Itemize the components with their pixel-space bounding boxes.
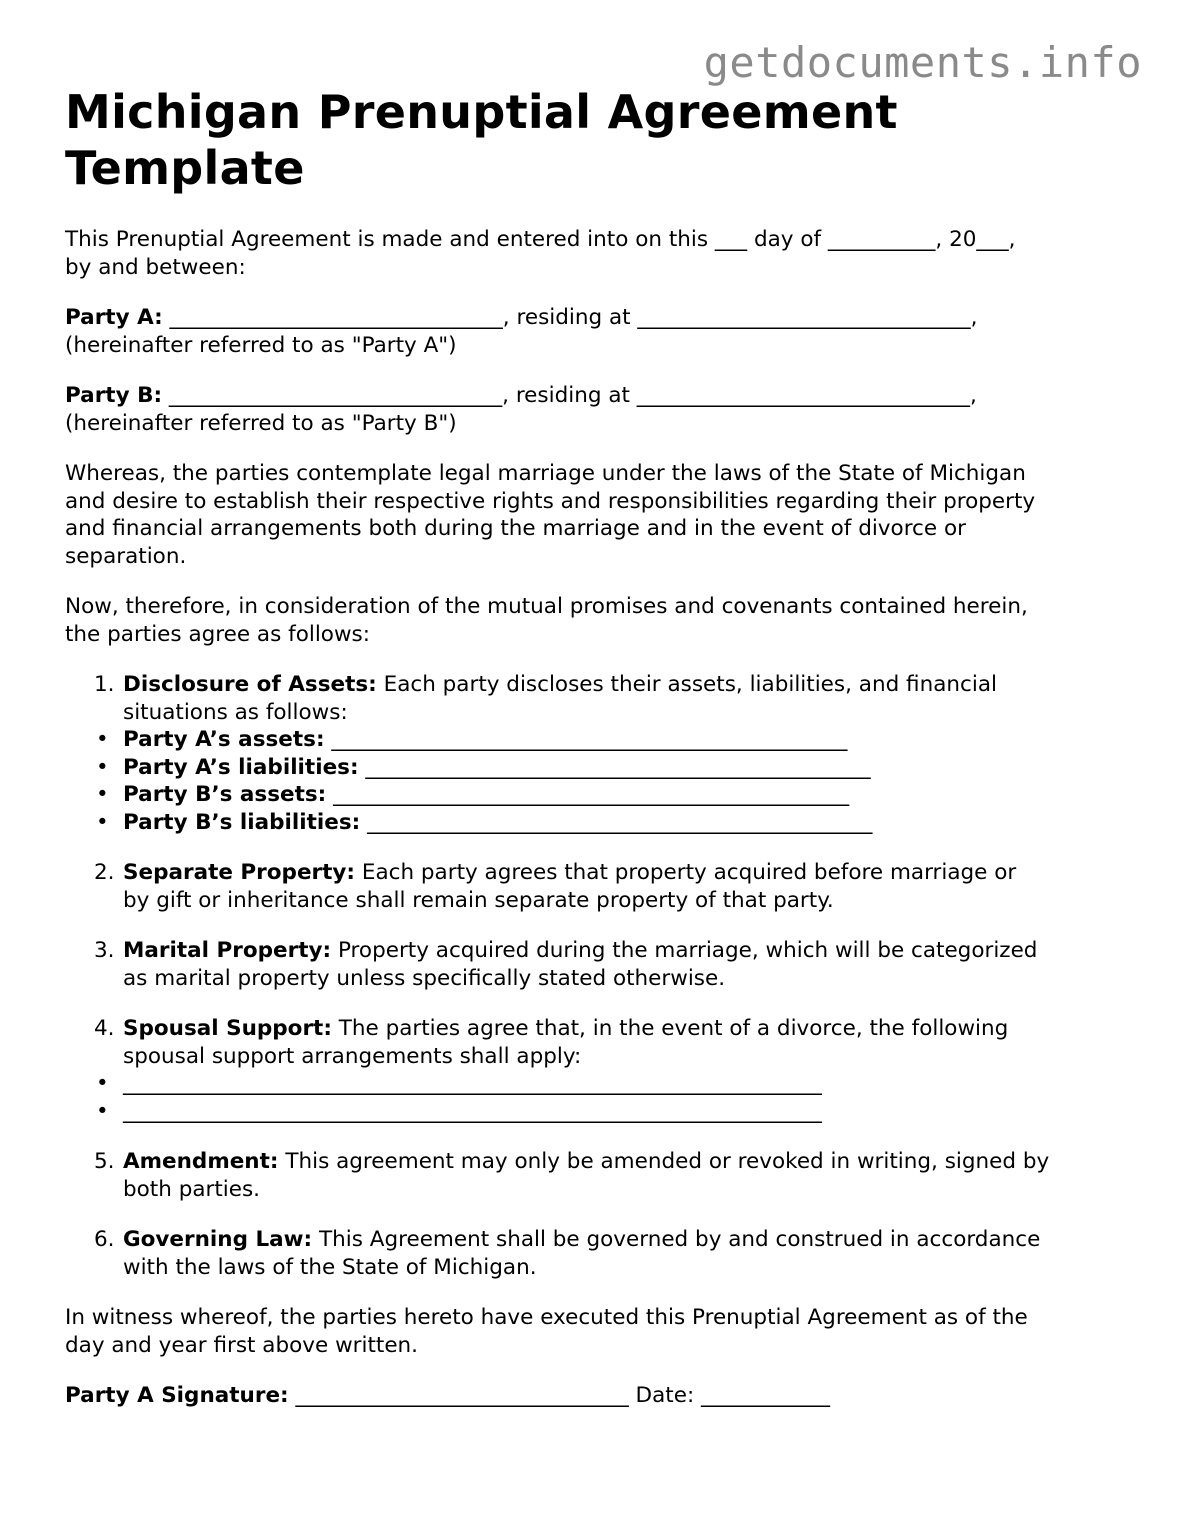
list-item <box>65 726 1125 754</box>
clause-1 <box>65 671 1125 726</box>
whereas-line-3: and financial arrangements both during the marriage and in the event of divorce or <box>65 516 966 541</box>
list-item <box>65 781 1125 809</box>
witness-line-2: day and year first above written. <box>65 1332 419 1358</box>
support-list <box>65 1070 1125 1125</box>
whereas-line-4: separation. <box>65 543 187 569</box>
clause-number: 3. <box>94 938 115 963</box>
party-b-label: Party B: <box>65 383 163 408</box>
clause-heading: Amendment: <box>123 1149 279 1174</box>
clause-2 <box>65 859 1125 914</box>
party-a-blanks: _______________________________, residing at _______________________________, <box>162 305 978 330</box>
list-item <box>65 1098 1125 1126</box>
list-item <box>65 1070 1125 1098</box>
whereas-line-1: Whereas, the parties contemplate legal marriage under the laws of the State of Michigan <box>65 461 1026 486</box>
clause-text: spousal support arrangements shall apply: <box>123 1043 582 1069</box>
now-therefore-paragraph <box>65 593 1125 648</box>
disclosure-label: Party B’s liabilities: <box>123 809 361 835</box>
clause-number: 1. <box>94 672 115 697</box>
witness-paragraph <box>65 1304 1125 1359</box>
support-blank[interactable]: _________________________________________________________________ <box>123 1071 822 1096</box>
bullet-icon: • <box>96 754 109 780</box>
whereas-paragraph <box>65 460 1125 570</box>
clause-text: with the laws of the State of Michigan. <box>123 1254 537 1280</box>
party-a-label: Party A: <box>65 305 163 330</box>
bullet-icon: • <box>96 727 109 752</box>
disclosure-blank[interactable]: _______________________________________________ <box>358 754 871 780</box>
party-b-paragraph <box>65 382 1125 437</box>
date-blank[interactable]: ____________ <box>694 1383 831 1408</box>
party-b-blanks: _______________________________, residing at _______________________________, <box>162 383 977 408</box>
disclosure-blank[interactable]: ________________________________________________ <box>326 782 850 807</box>
clause-number: 2. <box>94 860 115 885</box>
clause-number: 5. <box>94 1149 115 1174</box>
signature-blank[interactable]: _______________________________ <box>288 1383 629 1408</box>
list-item <box>65 809 1125 837</box>
clause-heading: Spousal Support: <box>123 1016 332 1041</box>
clause-text: This agreement may only be amended or revoked in writing, signed by <box>278 1149 1050 1174</box>
party-a-paragraph <box>65 304 1125 359</box>
witness-line-1: In witness whereof, the parties hereto have executed this Prenuptial Agreement as of the <box>65 1305 1028 1330</box>
clause-text: Each party discloses their assets, liabilities, and financial <box>376 672 997 697</box>
watermark: getdocuments.info <box>703 38 1142 87</box>
signature-label: Party A Signature: <box>65 1383 289 1408</box>
clause-text: The parties agree that, in the event of a divorce, the following <box>331 1016 1009 1041</box>
clause-5 <box>65 1148 1125 1203</box>
disclosure-label: Party A’s assets: <box>123 727 325 752</box>
clause-3 <box>65 937 1125 992</box>
clause-heading: Separate Property: <box>123 860 356 885</box>
disclosure-label: Party A’s liabilities: <box>123 754 359 780</box>
bullet-icon: • <box>96 782 109 807</box>
clause-heading: Governing Law: <box>123 1227 313 1252</box>
signature-line-party-a <box>65 1382 1125 1410</box>
intro-line-1: This Prenuptial Agreement is made and entered into on this ___ day of __________, 20___, <box>65 227 1016 252</box>
intro-paragraph <box>65 226 1125 281</box>
party-b-note: (hereinafter referred to as "Party B") <box>65 410 457 436</box>
clause-text: Property acquired during the marriage, which will be categorized <box>331 938 1038 963</box>
clause-text: situations as follows: <box>123 699 348 725</box>
date-label: Date: <box>628 1383 695 1408</box>
support-blank[interactable]: _________________________________________________________________ <box>123 1098 822 1124</box>
page-title: Michigan Prenuptial Agreement Template <box>65 85 898 195</box>
clause-heading: Marital Property: <box>123 938 332 963</box>
bullet-icon: • <box>96 1098 109 1124</box>
disclosure-list <box>65 726 1125 836</box>
disclosure-blank[interactable]: ________________________________________________ <box>324 727 848 752</box>
party-a-note: (hereinafter referred to as "Party A") <box>65 332 457 358</box>
clause-text: This Agreement shall be governed by and construed in accordance <box>312 1227 1041 1252</box>
bullet-icon: • <box>96 809 109 835</box>
now-therefore-line-2: the parties agree as follows: <box>65 621 370 647</box>
disclosure-blank[interactable]: _______________________________________________ <box>360 809 873 835</box>
clause-number: 4. <box>94 1016 115 1041</box>
clause-text: as marital property unless specifically stated otherwise. <box>123 965 726 991</box>
list-item <box>65 754 1125 782</box>
clause-text: Each party agrees that property acquired before marriage or <box>355 860 1017 885</box>
bullet-icon: • <box>96 1071 109 1096</box>
now-therefore-line-1: Now, therefore, in consideration of the mutual promises and covenants contained herein, <box>65 594 1028 619</box>
disclosure-label: Party B’s assets: <box>123 782 327 807</box>
clause-6 <box>65 1226 1125 1281</box>
clause-4 <box>65 1015 1125 1070</box>
document-body <box>65 84 1125 1410</box>
intro-line-2: by and between: <box>65 254 246 280</box>
clause-text: by gift or inheritance shall remain separate property of that party. <box>123 887 834 913</box>
clause-heading: Disclosure of Assets: <box>123 672 377 697</box>
clause-text: both parties. <box>123 1176 261 1202</box>
whereas-line-2: and desire to establish their respective rights and responsibilities regarding their property <box>65 488 1036 514</box>
clause-number: 6. <box>94 1227 115 1252</box>
